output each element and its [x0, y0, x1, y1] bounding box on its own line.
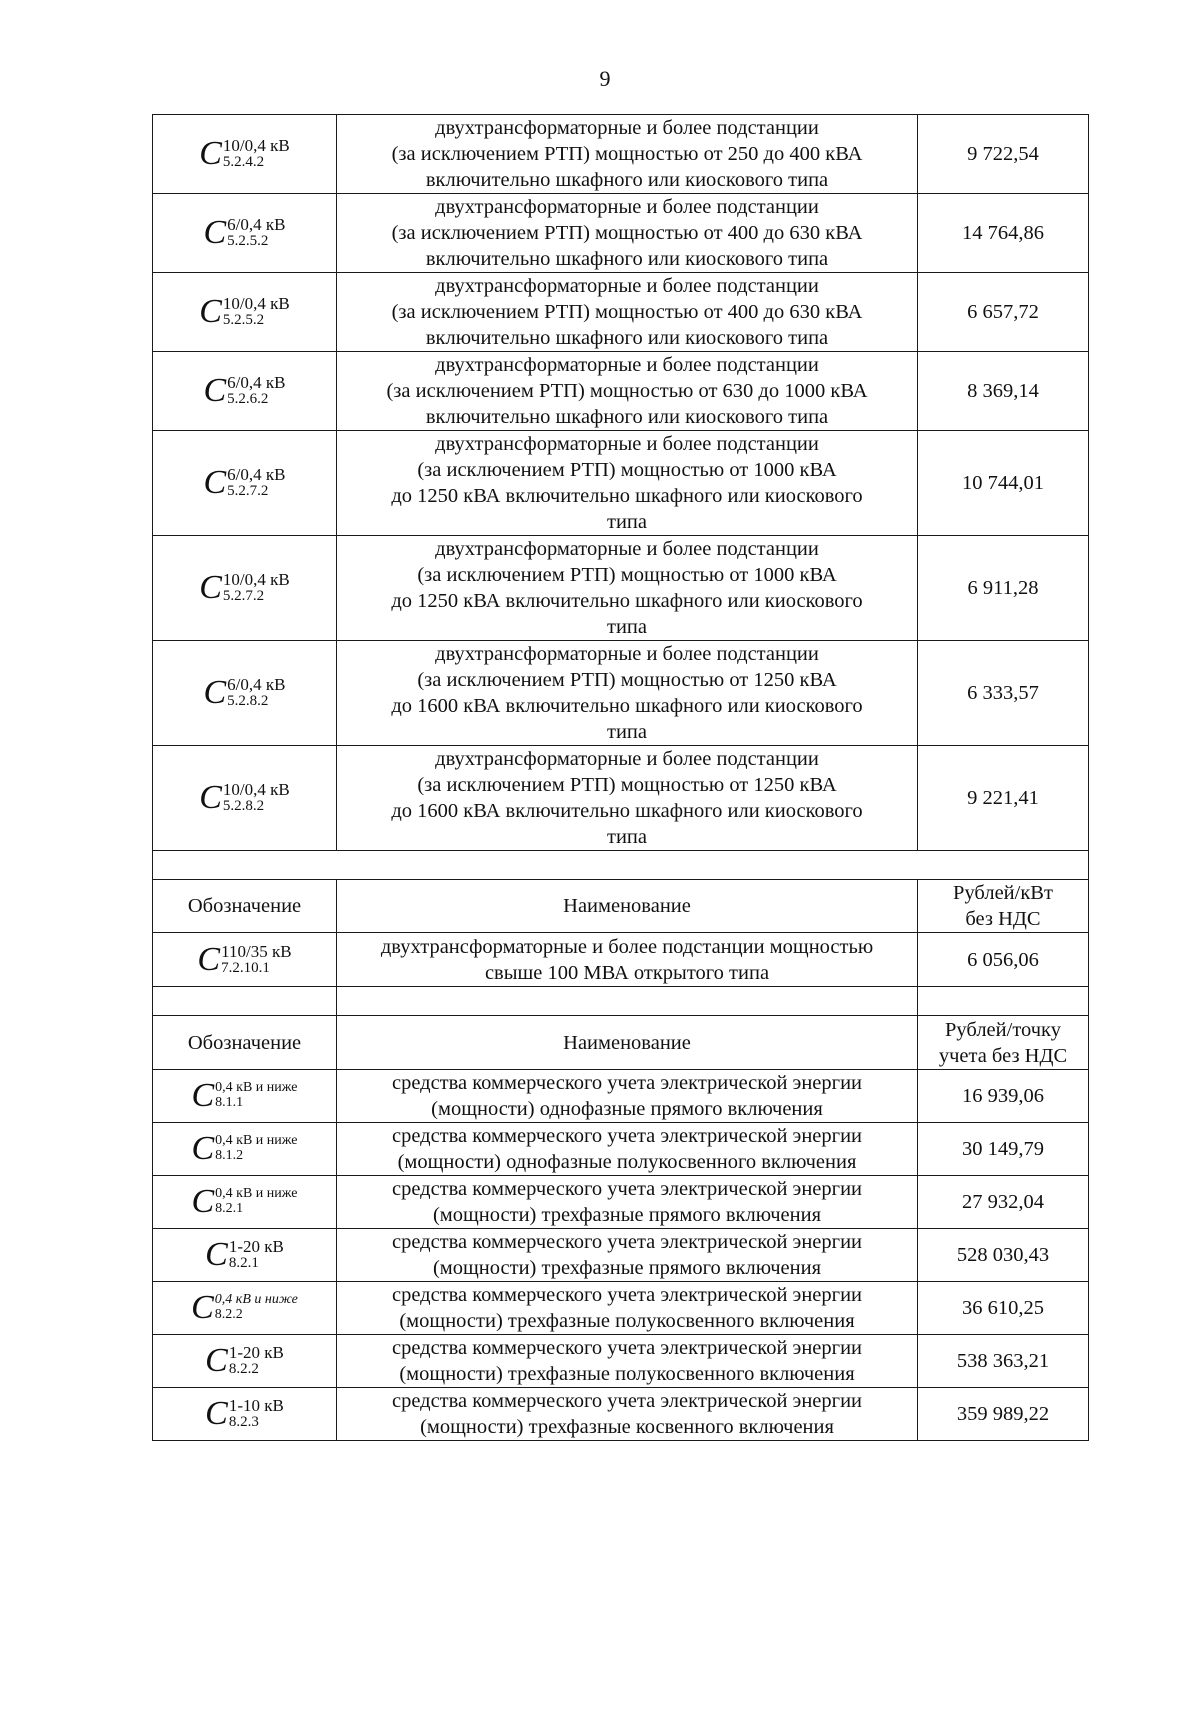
- tariff-symbol: [199, 295, 290, 329]
- symbol-letter: C: [199, 569, 222, 606]
- value-cell: 16 939,06: [918, 1070, 1089, 1123]
- designation-cell: [153, 1176, 337, 1229]
- name-cell: двухтрансформаторные и более подстанции (за исключением РТП) мощностью от 250 до 400 кВА включительно шкафного или киоскового типа: [337, 115, 918, 194]
- header-name: Наименование: [337, 1016, 918, 1070]
- designation-cell: [153, 352, 337, 431]
- symbol-letter: C: [203, 464, 227, 501]
- symbol-superscript: 1-20 кВ: [228, 1343, 284, 1363]
- designation-cell: [153, 1282, 337, 1335]
- tariff-symbol: [205, 1397, 284, 1431]
- symbol-superscript: 110/35 кВ: [221, 941, 292, 961]
- value-cell: 14 764,86: [918, 194, 1089, 273]
- name-cell: средства коммерческого учета электрической энергии (мощности) однофазные прямого включения: [337, 1070, 918, 1123]
- name-cell: средства коммерческого учета электрической энергии (мощности) однофазные полукосвенного включения: [337, 1123, 918, 1176]
- table-row: [153, 352, 1089, 431]
- symbol-superscript: 6/0,4 кВ: [227, 215, 286, 235]
- symbol-superscript: 1-20 кВ: [228, 1237, 284, 1257]
- symbol-superscript: 10/0,4 кВ: [222, 294, 290, 314]
- value-cell: 9 722,54: [918, 115, 1089, 194]
- name-cell: средства коммерческого учета электрической энергии (мощности) трехфазные прямого включения: [337, 1229, 918, 1282]
- symbol-superscript: 0,4 кВ и ниже: [214, 1292, 298, 1308]
- name-cell: средства коммерческого учета электрической энергии (мощности) трехфазные полукосвенного включения: [337, 1282, 918, 1335]
- name-cell: двухтрансформаторные и более подстанции (за исключением РТП) мощностью от 400 до 630 кВА включительно шкафного или киоскового типа: [337, 194, 918, 273]
- symbol-subscript: 8.2.1: [228, 1255, 259, 1272]
- designation-cell: [153, 194, 337, 273]
- symbol-superscript: 10/0,4 кВ: [222, 570, 290, 590]
- symbol-letter: C: [203, 214, 227, 251]
- symbol-letter: C: [191, 1183, 215, 1220]
- table-row: [153, 1070, 1089, 1123]
- table-row: [153, 746, 1089, 851]
- name-cell: двухтрансформаторные и более подстанции (за исключением РТП) мощностью от 1000 кВА до 1250 кВА включительно шкафного или киоскового типа: [337, 431, 918, 536]
- tariff-symbol: [203, 466, 285, 500]
- designation-cell: [153, 1388, 337, 1441]
- symbol-letter: C: [203, 674, 227, 711]
- designation-cell: [153, 115, 337, 194]
- value-cell: 6 911,28: [918, 536, 1089, 641]
- name-cell: двухтрансформаторные и более подстанции (за исключением РТП) мощностью от 400 до 630 кВА включительно шкафного или киоскового типа: [337, 273, 918, 352]
- blank-row: [153, 987, 1089, 1016]
- table-row: [153, 431, 1089, 536]
- symbol-subscript: 5.2.5.2: [222, 312, 265, 329]
- designation-cell: [153, 1229, 337, 1282]
- header-name: Наименование: [337, 880, 918, 933]
- symbol-superscript: 0,4 кВ и ниже: [215, 1133, 298, 1149]
- blank-cell: [918, 987, 1089, 1016]
- tariff-table-body: [153, 115, 1089, 1441]
- table-row: [153, 273, 1089, 352]
- value-cell: 538 363,21: [918, 1335, 1089, 1388]
- symbol-subscript: 7.2.10.1: [221, 959, 270, 976]
- header-unit: Рублей/точку учета без НДС: [918, 1016, 1089, 1070]
- tariff-symbol: [205, 1238, 284, 1272]
- value-cell: 6 333,57: [918, 641, 1089, 746]
- tariff-symbol: [199, 571, 290, 605]
- table-row: [153, 641, 1089, 746]
- value-cell: 36 610,25: [918, 1282, 1089, 1335]
- header-row: [153, 880, 1089, 933]
- table-row: [153, 933, 1089, 987]
- symbol-letter: C: [191, 1130, 215, 1167]
- value-cell: 6 657,72: [918, 273, 1089, 352]
- name-cell: средства коммерческого учета электрической энергии (мощности) трехфазные косвенного включения: [337, 1388, 918, 1441]
- tariff-symbol: [191, 1132, 297, 1166]
- value-cell: 30 149,79: [918, 1123, 1089, 1176]
- symbol-letter: C: [191, 1289, 214, 1326]
- symbol-letter: C: [197, 940, 221, 978]
- header-designation: Обозначение: [153, 880, 337, 933]
- value-cell: 27 932,04: [918, 1176, 1089, 1229]
- symbol-letter: C: [199, 135, 222, 172]
- symbol-subscript: 8.2.1: [215, 1201, 244, 1216]
- name-cell: средства коммерческого учета электрической энергии (мощности) трехфазные прямого включения: [337, 1176, 918, 1229]
- symbol-letter: C: [191, 1077, 215, 1114]
- symbol-subscript: 5.2.6.2: [227, 391, 269, 408]
- name-cell: двухтрансформаторные и более подстанции мощностью свыше 100 МВА открытого типа: [337, 933, 918, 987]
- tariff-symbol: [191, 1185, 297, 1219]
- designation-cell: [153, 1070, 337, 1123]
- tariff-symbol: [191, 1079, 297, 1113]
- table-row: [153, 1335, 1089, 1388]
- blank-cell: [153, 987, 337, 1016]
- header-designation: Обозначение: [153, 1016, 337, 1070]
- designation-cell: [153, 1335, 337, 1388]
- symbol-subscript: 8.2.3: [228, 1414, 259, 1431]
- designation-cell: [153, 431, 337, 536]
- symbol-subscript: 5.2.5.2: [227, 233, 269, 250]
- tariff-symbol: [199, 137, 290, 171]
- tariff-symbol: [203, 374, 285, 408]
- tariff-table: [152, 114, 1089, 1441]
- symbol-letter: C: [205, 1395, 228, 1432]
- tariff-symbol: [203, 216, 285, 250]
- blank-cell: [153, 851, 1089, 880]
- name-cell: двухтрансформаторные и более подстанции (за исключением РТП) мощностью от 630 до 1000 кВА включительно шкафного или киоскового типа: [337, 352, 918, 431]
- symbol-superscript: 10/0,4 кВ: [222, 780, 290, 800]
- table-row: [153, 1176, 1089, 1229]
- symbol-superscript: 10/0,4 кВ: [222, 136, 290, 156]
- symbol-subscript: 8.1.1: [215, 1095, 244, 1110]
- tariff-symbol: [205, 1344, 284, 1378]
- name-cell: двухтрансформаторные и более подстанции (за исключением РТП) мощностью от 1250 кВА до 1600 кВА включительно шкафного или киоскового типа: [337, 641, 918, 746]
- symbol-superscript: 0,4 кВ и ниже: [215, 1080, 298, 1096]
- table-row: [153, 1388, 1089, 1441]
- symbol-superscript: 1-10 кВ: [228, 1396, 284, 1416]
- table-row: [153, 536, 1089, 641]
- table-row: [153, 1282, 1089, 1335]
- symbol-letter: C: [199, 293, 222, 330]
- name-cell: двухтрансформаторные и более подстанции (за исключением РТП) мощностью от 1250 кВА до 1600 кВА включительно шкафного или киоскового типа: [337, 746, 918, 851]
- table-row: [153, 194, 1089, 273]
- tariff-symbol: [197, 940, 292, 978]
- tariff-symbol: [203, 676, 285, 710]
- value-cell: 359 989,22: [918, 1388, 1089, 1441]
- table-row: [153, 1123, 1089, 1176]
- symbol-subscript: 5.2.7.2: [222, 588, 265, 605]
- symbol-subscript: 5.2.8.2: [222, 798, 265, 815]
- value-cell: 10 744,01: [918, 431, 1089, 536]
- tariff-symbol: [199, 781, 290, 815]
- symbol-letter: C: [205, 1342, 228, 1379]
- header-unit: Рублей/кВт без НДС: [918, 880, 1089, 933]
- designation-cell: [153, 536, 337, 641]
- designation-cell: [153, 746, 337, 851]
- table-row: [153, 1229, 1089, 1282]
- name-cell: средства коммерческого учета электрической энергии (мощности) трехфазные полукосвенного включения: [337, 1335, 918, 1388]
- symbol-subscript: 5.2.7.2: [227, 483, 269, 500]
- designation-cell: [153, 933, 337, 987]
- symbol-letter: C: [203, 372, 227, 409]
- table-row: [153, 115, 1089, 194]
- symbol-subscript: 8.1.2: [215, 1148, 244, 1163]
- designation-cell: [153, 1123, 337, 1176]
- tariff-symbol: [191, 1291, 298, 1325]
- symbol-subscript: 5.2.8.2: [227, 693, 269, 710]
- blank-row: [153, 851, 1089, 880]
- designation-cell: [153, 273, 337, 352]
- symbol-superscript: 0,4 кВ и ниже: [215, 1186, 298, 1202]
- symbol-subscript: 5.2.4.2: [222, 154, 265, 171]
- designation-cell: [153, 641, 337, 746]
- blank-cell: [337, 987, 918, 1016]
- value-cell: 8 369,14: [918, 352, 1089, 431]
- symbol-superscript: 6/0,4 кВ: [227, 675, 286, 695]
- name-cell: двухтрансформаторные и более подстанции (за исключением РТП) мощностью от 1000 кВА до 1250 кВА включительно шкафного или киоскового типа: [337, 536, 918, 641]
- symbol-superscript: 6/0,4 кВ: [227, 373, 286, 393]
- symbol-subscript: 8.2.2: [228, 1361, 259, 1378]
- symbol-letter: C: [205, 1236, 228, 1273]
- header-row: [153, 1016, 1089, 1070]
- symbol-subscript: 8.2.2: [214, 1307, 243, 1322]
- value-cell: 9 221,41: [918, 746, 1089, 851]
- symbol-letter: C: [199, 779, 222, 816]
- value-cell: 528 030,43: [918, 1229, 1089, 1282]
- page-number: 9: [599, 66, 611, 91]
- value-cell: 6 056,06: [918, 933, 1089, 987]
- symbol-superscript: 6/0,4 кВ: [227, 465, 286, 485]
